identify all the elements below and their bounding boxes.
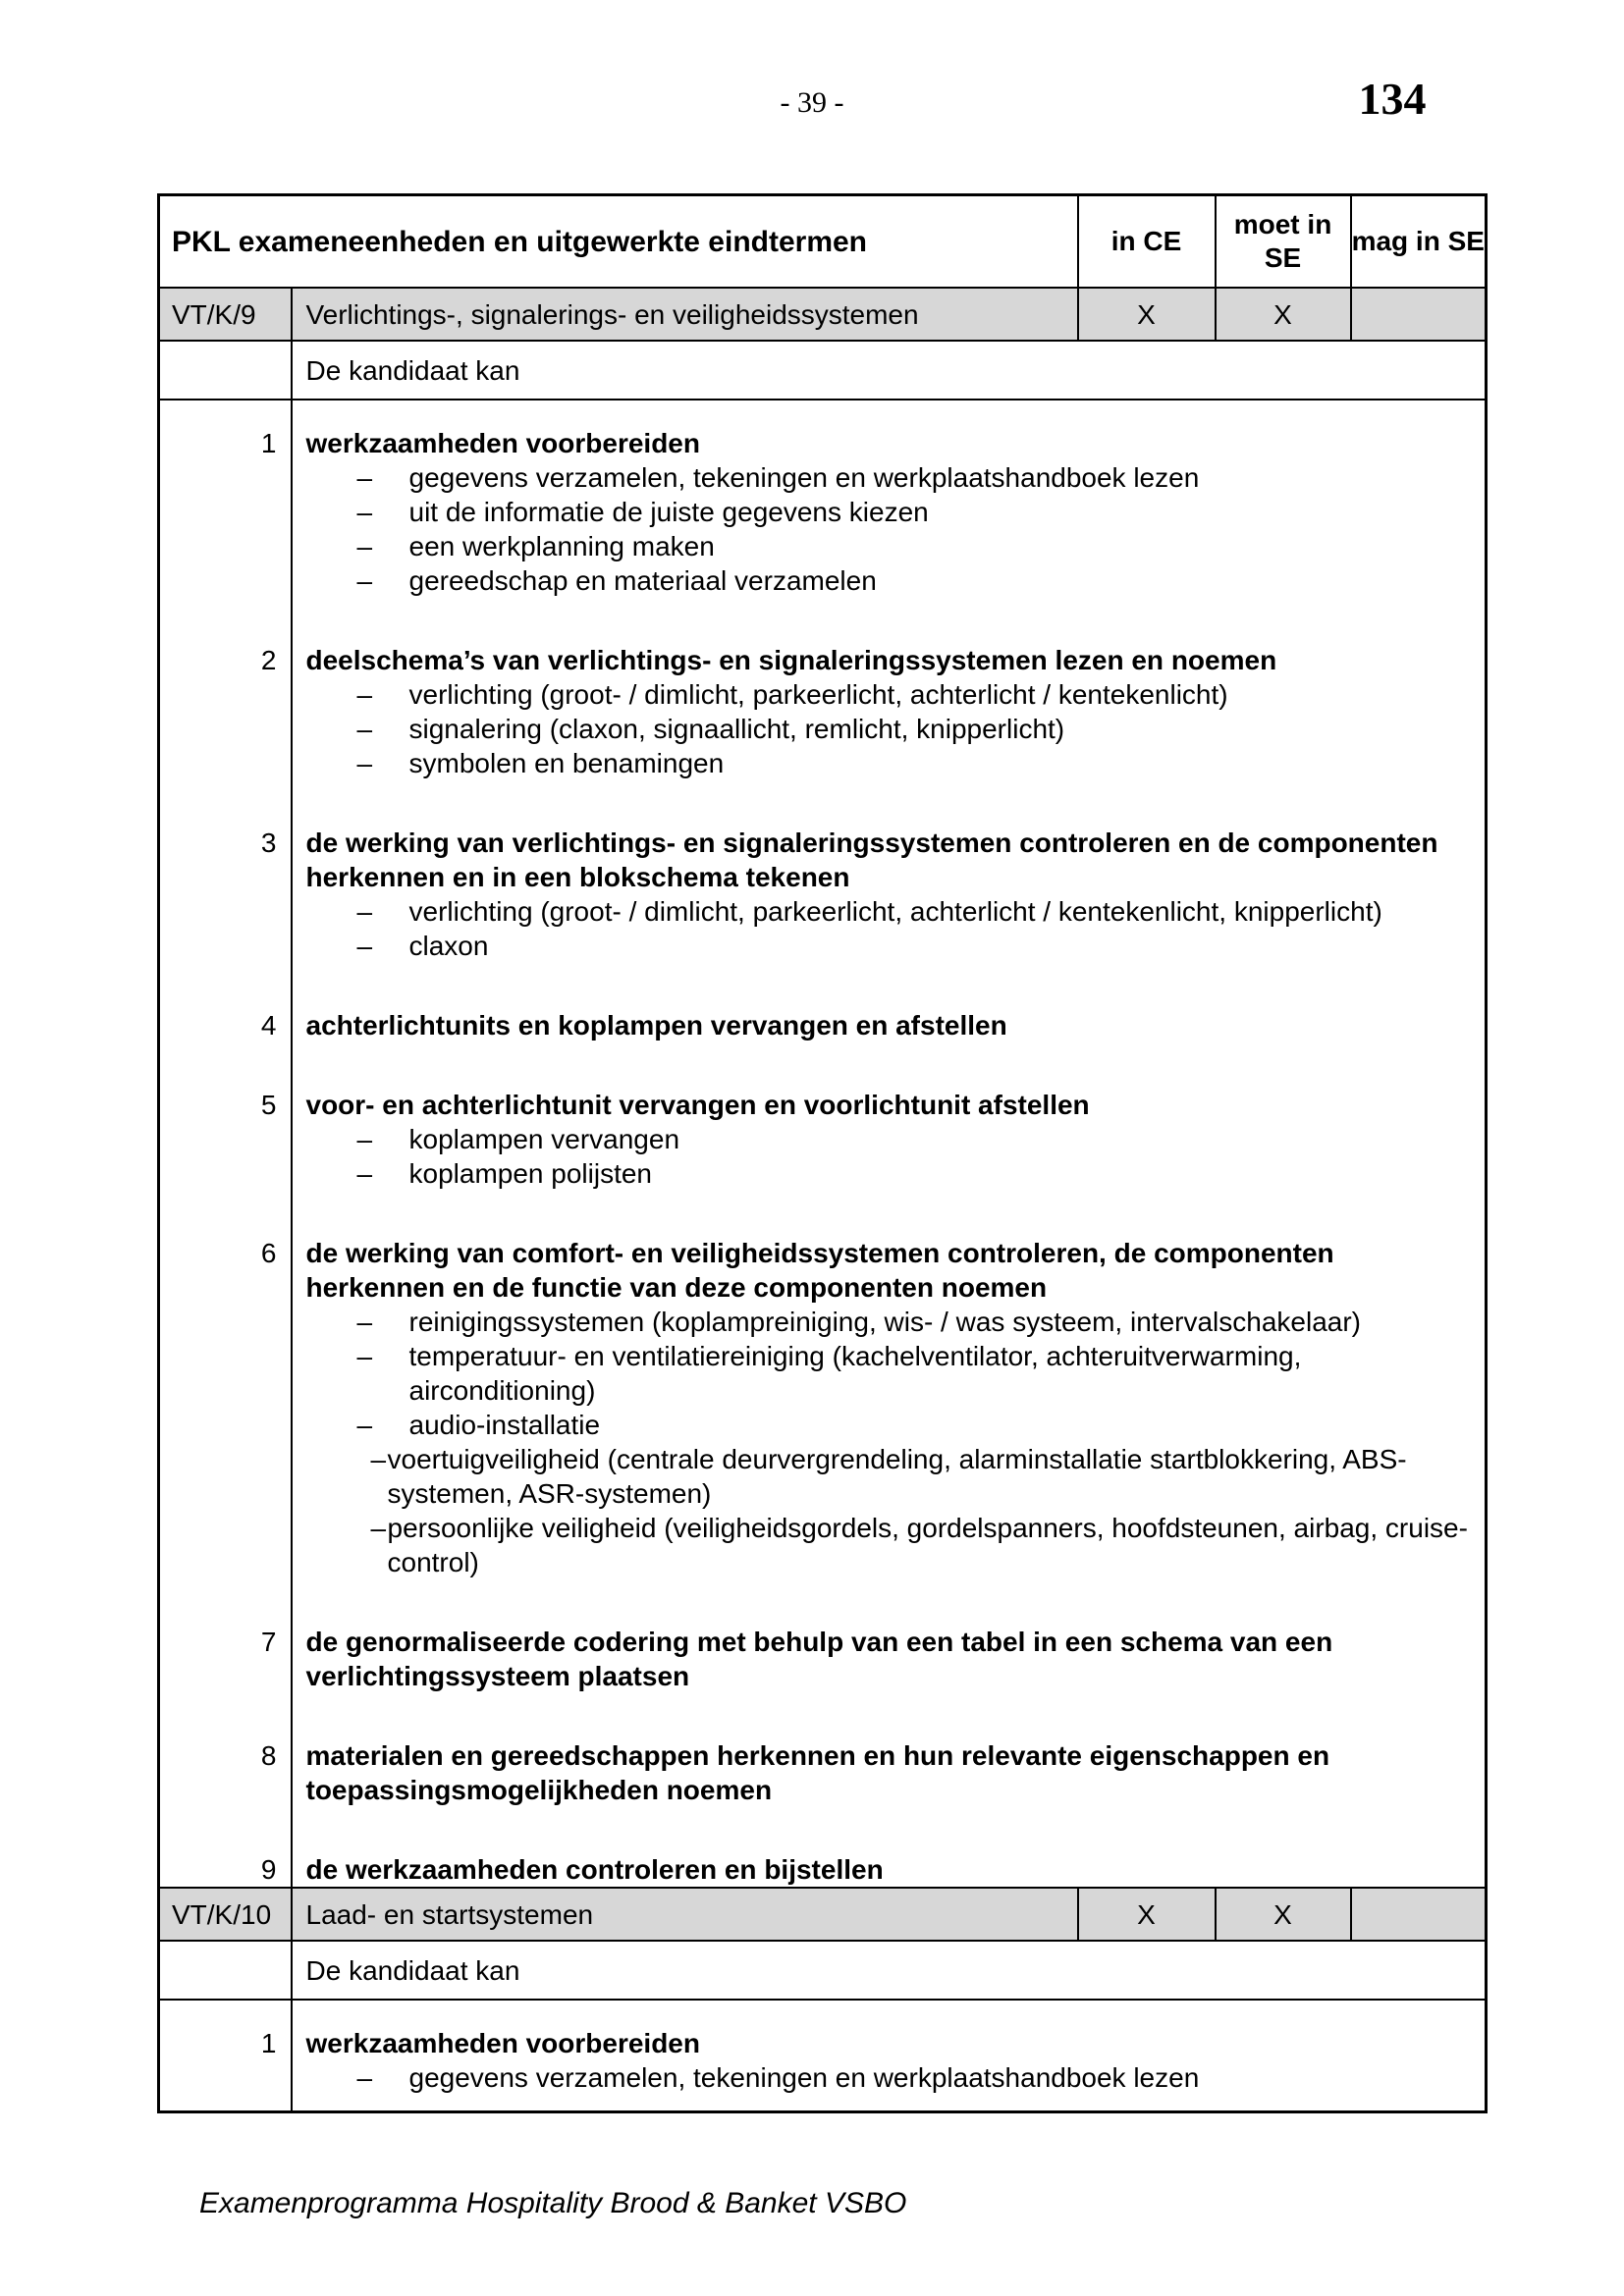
- table-header-row: [159, 195, 1487, 289]
- item-row: [159, 1807, 1487, 1888]
- bullet-text-line: signalering (claxon, signaallicht, remlicht, knipperlicht): [408, 714, 1065, 744]
- bullet-item: [306, 712, 1486, 746]
- section-row: [159, 1888, 1487, 1941]
- bullet-text-line: temperatuur- en ventilatiereiniging (kachelventilator, achteruitverwarming,: [408, 1341, 1302, 1371]
- bullet-text-line: koplampen polijsten: [408, 1158, 652, 1189]
- item-row: [159, 1579, 1487, 1693]
- bullet-text: [388, 1442, 1486, 1511]
- item-title-line: de werking van comfort- en veiligheidssystemen controleren, de componenten: [305, 1238, 1334, 1268]
- bullet-dash: –: [356, 1341, 373, 1371]
- bullet-text-line: koplampen vervangen: [408, 1124, 680, 1154]
- item-row: [159, 400, 1487, 598]
- bullet-text-line: control): [387, 1547, 479, 1577]
- bullet-item: [306, 1122, 1486, 1156]
- item-body: [292, 963, 1487, 1042]
- item-body: [292, 1693, 1487, 1807]
- bullet-dash: –: [356, 497, 373, 527]
- bullet-dash: –: [356, 896, 373, 927]
- item-row: [159, 963, 1487, 1042]
- bullet-item: [306, 1156, 1486, 1191]
- item-number: 3: [159, 780, 292, 963]
- item-title-line: verlichtingssysteem plaatsen: [305, 1661, 690, 1691]
- item-body: [292, 1191, 1487, 1579]
- item-row: [159, 598, 1487, 780]
- item-title-line: achterlichtunits en koplampen vervangen en afstellen: [305, 1010, 1007, 1041]
- item-body: [292, 1807, 1487, 1888]
- item-number: 2: [159, 598, 292, 780]
- bullet-item: [306, 677, 1486, 712]
- item-title-line: voor- en achterlichtunit vervangen en voorlichtunit afstellen: [305, 1090, 1090, 1120]
- bullet-text-line: symbolen en benamingen: [408, 748, 725, 778]
- item-number: 5: [159, 1042, 292, 1191]
- section-title: Laad- en startsystemen: [292, 1888, 1078, 1941]
- bullet-item: [306, 495, 1486, 529]
- item-number: 6: [159, 1191, 292, 1579]
- column-header-in-ce: in CE: [1078, 195, 1216, 289]
- bullet-text-line: reinigingssystemen (koplampreiniging, wis- / was systeem, intervalschakelaar): [408, 1307, 1361, 1337]
- bullet-text-line: voertuigveiligheid (centrale deurvergrendeling, alarminstallatie startblokkering, ABS-: [387, 1444, 1407, 1474]
- item-number: 1: [159, 400, 292, 598]
- document-footer: Examenprogramma Hospitality Brood & Banket VSBO: [199, 2187, 907, 2219]
- bullet-text-line: verlichting (groot- / dimlicht, parkeerlicht, achterlicht / kentekenlicht): [408, 679, 1228, 710]
- bullet-dash: –: [356, 2062, 373, 2093]
- bullet-item: [306, 460, 1486, 495]
- item-number: 7: [159, 1579, 292, 1693]
- bullet-dash: –: [356, 1124, 373, 1154]
- bullet-text: [409, 1339, 1486, 1408]
- item-title-line: de werkzaamheden controleren en bijstellen: [305, 1854, 884, 1885]
- item-body: [292, 598, 1487, 780]
- bullet-text-line: systemen, ASR-systemen): [387, 1478, 712, 1509]
- item-title-line: werkzaamheden voorbereiden: [305, 428, 700, 458]
- bullet-text: [409, 894, 1486, 929]
- kandidaat-kan-row: [159, 341, 1487, 400]
- bullet-text-line: een werkplanning maken: [408, 531, 715, 561]
- bullet-dash: –: [356, 1158, 373, 1189]
- bullet-text: [409, 1156, 1486, 1191]
- item-row: [159, 780, 1487, 963]
- item-body: [292, 780, 1487, 963]
- item-title-line: werkzaamheden voorbereiden: [305, 2028, 700, 2058]
- bullet-text-line: uit de informatie de juiste gegevens kiezen: [408, 497, 929, 527]
- bullet-text: [409, 1305, 1486, 1339]
- bullet-text-line: persoonlijke veiligheid (veiligheidsgordels, gordelspanners, hoofdsteunen, airbag, cruise-: [387, 1513, 1468, 1543]
- bullet-dash: –: [356, 462, 373, 493]
- item-title-line: de werking van verlichtings- en signaleringssystemen controleren en de componenten: [305, 828, 1438, 858]
- bullet-dash: –: [356, 1307, 373, 1337]
- item-row: [159, 1042, 1487, 1191]
- mark-in-ce: X: [1078, 288, 1216, 341]
- bullet-item: [306, 746, 1486, 780]
- bullet-dash: –: [356, 931, 373, 961]
- bullet-text-line: verlichting (groot- / dimlicht, parkeerlicht, achterlicht / kentekenlicht, knipperlicht): [408, 896, 1382, 927]
- bullet-text: [409, 712, 1486, 746]
- bullet-text: [409, 1408, 1486, 1442]
- bullet-text-line: audio-installatie: [408, 1410, 601, 1440]
- section-row: [159, 288, 1487, 341]
- item-number: 9: [159, 1807, 292, 1888]
- mark-moet-in-se: X: [1216, 1888, 1351, 1941]
- mark-mag-in-se: [1351, 288, 1487, 341]
- item-title-line: herkennen en de functie van deze componenten noemen: [305, 1272, 1048, 1303]
- bullet-item: [306, 529, 1486, 563]
- page-number-center: - 39 -: [780, 86, 844, 119]
- page-number-corner: 134: [1358, 74, 1427, 124]
- item-body: [292, 2000, 1487, 2112]
- bullet-dash: –: [356, 531, 373, 561]
- bullet-text-line: gegevens verzamelen, tekeningen en werkplaatshandboek lezen: [408, 2062, 1200, 2093]
- bullet-item: [306, 1305, 1486, 1339]
- bullet-text: [409, 929, 1486, 963]
- bullet-text-line: airconditioning): [408, 1375, 596, 1406]
- bullet-text: [409, 495, 1486, 529]
- bullet-dash: –: [370, 1513, 387, 1543]
- bullet-dash: –: [356, 1410, 373, 1440]
- eindtermen-table: [157, 193, 1488, 2113]
- bullet-text: [409, 563, 1486, 598]
- bullet-text-line: gereedschap en materiaal verzamelen: [408, 565, 877, 596]
- column-header-moet-in-se: moet in SE: [1216, 195, 1351, 289]
- kandidaat-kan-empty-cell: [159, 1941, 292, 2000]
- bullet-dash: –: [356, 679, 373, 710]
- bullet-item: [306, 563, 1486, 598]
- item-title-line: herkennen en in een blokschema tekenen: [305, 862, 850, 892]
- section-code: VT/K/9: [159, 288, 292, 341]
- kandidaat-kan-label: De kandidaat kan: [292, 1941, 1487, 2000]
- bullet-text: [409, 2060, 1486, 2095]
- bullet-dash: –: [356, 714, 373, 744]
- bullet-dash: –: [356, 565, 373, 596]
- section-title: Verlichtings-, signalerings- en veiligheidssystemen: [292, 288, 1078, 341]
- column-header-mag-in-se: mag in SE: [1351, 195, 1487, 289]
- bullet-text: [409, 1122, 1486, 1156]
- kandidaat-kan-label: De kandidaat kan: [292, 341, 1487, 400]
- item-title-line: deelschema’s van verlichtings- en signaleringssystemen lezen en noemen: [305, 645, 1277, 675]
- item-body: [292, 1042, 1487, 1191]
- mark-mag-in-se: [1351, 1888, 1487, 1941]
- item-body: [292, 1579, 1487, 1693]
- item-row: [159, 1191, 1487, 1579]
- bullet-item: [306, 894, 1486, 929]
- bullet-item: [306, 929, 1486, 963]
- kandidaat-kan-row: [159, 1941, 1487, 2000]
- bullet-text: [409, 529, 1486, 563]
- bullet-item: [306, 2060, 1486, 2095]
- bullet-item: [306, 1511, 1486, 1579]
- bullet-text: [409, 677, 1486, 712]
- mark-in-ce: X: [1078, 1888, 1216, 1941]
- item-number: 1: [159, 2000, 292, 2112]
- bullet-text-line: claxon: [408, 931, 489, 961]
- bullet-text-line: gegevens verzamelen, tekeningen en werkplaatshandboek lezen: [408, 462, 1200, 493]
- item-row: [159, 1693, 1487, 1807]
- bullet-item: [306, 1408, 1486, 1442]
- bullet-text: [409, 746, 1486, 780]
- item-body: [292, 400, 1487, 598]
- bullet-dash: –: [356, 748, 373, 778]
- table-body: [159, 288, 1487, 2112]
- bullet-text: [409, 460, 1486, 495]
- item-title-line: toepassingsmogelijkheden noemen: [305, 1775, 773, 1805]
- bullet-item: [306, 1339, 1486, 1408]
- item-row: [159, 2000, 1487, 2112]
- table-title: PKL exameneenheden en uitgewerkte eindtermen: [159, 195, 1078, 289]
- bullet-item: [306, 1442, 1486, 1511]
- bullet-text: [388, 1511, 1486, 1579]
- item-title-line: de genormaliseerde codering met behulp van een tabel in een schema van een: [305, 1627, 1333, 1657]
- mark-moet-in-se: X: [1216, 288, 1351, 341]
- bullet-dash: –: [370, 1444, 387, 1474]
- item-title-line: materialen en gereedschappen herkennen en hun relevante eigenschappen en: [305, 1740, 1330, 1771]
- section-code: VT/K/10: [159, 1888, 292, 1941]
- item-number: 8: [159, 1693, 292, 1807]
- item-number: 4: [159, 963, 292, 1042]
- kandidaat-kan-empty-cell: [159, 341, 292, 400]
